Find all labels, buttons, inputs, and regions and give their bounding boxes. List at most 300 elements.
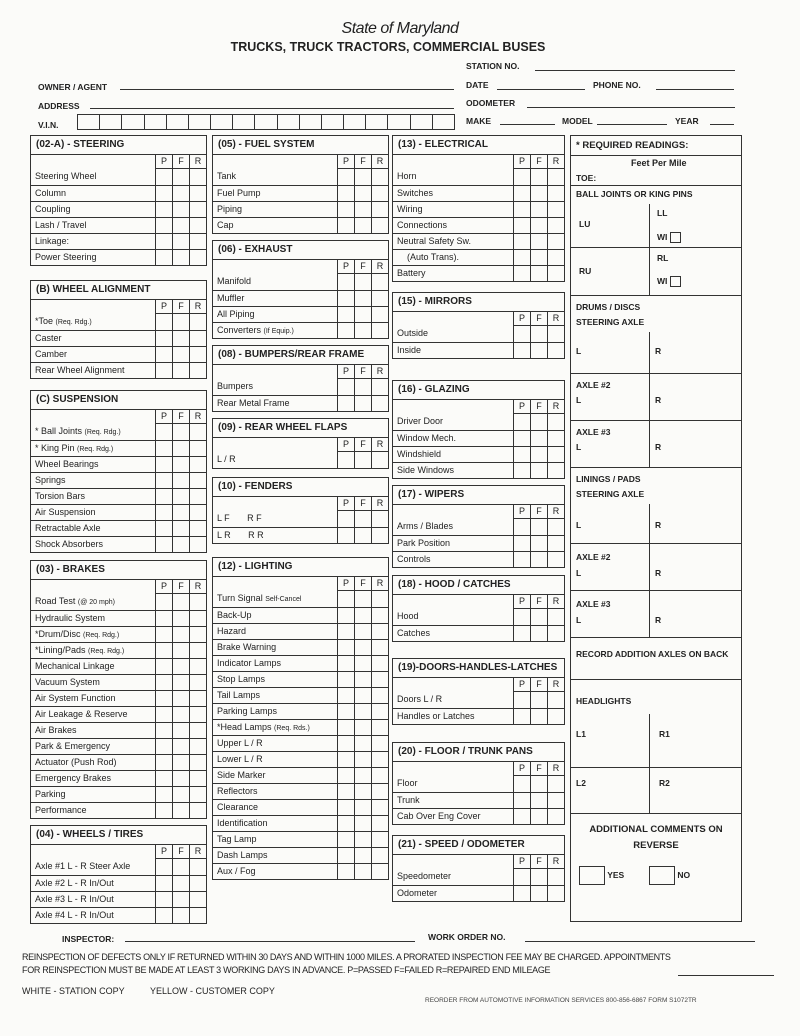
failed-checkbox[interactable]: [530, 431, 547, 446]
repaired-checkbox[interactable]: [547, 626, 564, 641]
failed-checkbox[interactable]: [530, 266, 547, 281]
failed-checkbox[interactable]: [354, 640, 371, 655]
repaired-checkbox[interactable]: [371, 323, 388, 338]
repaired-checkbox[interactable]: [547, 326, 564, 342]
phone-field[interactable]: [656, 80, 734, 90]
vin-char-box[interactable]: [145, 115, 167, 129]
passed-checkbox[interactable]: [155, 627, 172, 642]
failed-checkbox[interactable]: [530, 626, 547, 641]
repaired-checkbox[interactable]: [189, 202, 206, 217]
yes-checkbox[interactable]: [579, 866, 605, 885]
repaired-checkbox[interactable]: [547, 202, 564, 217]
failed-checkbox[interactable]: [354, 656, 371, 671]
passed-checkbox[interactable]: [513, 431, 530, 446]
passed-checkbox[interactable]: [155, 691, 172, 706]
passed-checkbox[interactable]: [337, 720, 354, 735]
passed-checkbox[interactable]: [155, 505, 172, 520]
failed-checkbox[interactable]: [354, 307, 371, 322]
repaired-checkbox[interactable]: [371, 704, 388, 719]
passed-checkbox[interactable]: [155, 537, 172, 552]
passed-checkbox[interactable]: [337, 816, 354, 831]
repaired-checkbox[interactable]: [547, 536, 564, 551]
failed-checkbox[interactable]: [354, 848, 371, 863]
no-option[interactable]: [649, 866, 690, 885]
failed-checkbox[interactable]: [530, 326, 547, 342]
failed-checkbox[interactable]: [354, 704, 371, 719]
vin-char-box[interactable]: [366, 115, 388, 129]
failed-checkbox[interactable]: [172, 331, 189, 346]
repaired-checkbox[interactable]: [371, 608, 388, 623]
repaired-checkbox[interactable]: [547, 869, 564, 885]
vin-char-box[interactable]: [255, 115, 277, 129]
failed-checkbox[interactable]: [354, 720, 371, 735]
wi-left[interactable]: [657, 232, 681, 243]
failed-checkbox[interactable]: [172, 363, 189, 378]
repaired-checkbox[interactable]: [547, 709, 564, 724]
passed-checkbox[interactable]: [337, 848, 354, 863]
passed-checkbox[interactable]: [513, 266, 530, 281]
failed-checkbox[interactable]: [354, 864, 371, 879]
repaired-checkbox[interactable]: [189, 594, 206, 610]
repaired-checkbox[interactable]: [371, 800, 388, 815]
repaired-checkbox[interactable]: [189, 186, 206, 201]
vin-char-box[interactable]: [300, 115, 322, 129]
passed-checkbox[interactable]: [155, 186, 172, 201]
passed-checkbox[interactable]: [513, 186, 530, 201]
repaired-checkbox[interactable]: [547, 886, 564, 901]
model-field[interactable]: [597, 115, 667, 125]
passed-checkbox[interactable]: [513, 536, 530, 551]
repaired-checkbox[interactable]: [371, 656, 388, 671]
passed-checkbox[interactable]: [337, 672, 354, 687]
vin-char-box[interactable]: [78, 115, 100, 129]
failed-checkbox[interactable]: [172, 755, 189, 770]
repaired-checkbox[interactable]: [371, 511, 388, 527]
failed-checkbox[interactable]: [354, 591, 371, 607]
failed-checkbox[interactable]: [354, 768, 371, 783]
repaired-checkbox[interactable]: [189, 707, 206, 722]
passed-checkbox[interactable]: [155, 202, 172, 217]
repaired-checkbox[interactable]: [189, 457, 206, 472]
passed-checkbox[interactable]: [337, 186, 354, 201]
failed-checkbox[interactable]: [530, 186, 547, 201]
passed-checkbox[interactable]: [155, 218, 172, 233]
failed-checkbox[interactable]: [530, 692, 547, 708]
failed-checkbox[interactable]: [354, 832, 371, 847]
repaired-checkbox[interactable]: [371, 832, 388, 847]
repaired-checkbox[interactable]: [189, 505, 206, 520]
passed-checkbox[interactable]: [337, 752, 354, 767]
failed-checkbox[interactable]: [172, 594, 189, 610]
failed-checkbox[interactable]: [172, 202, 189, 217]
failed-checkbox[interactable]: [354, 452, 371, 468]
repaired-checkbox[interactable]: [189, 892, 206, 907]
address-field[interactable]: [90, 99, 454, 109]
repaired-checkbox[interactable]: [371, 591, 388, 607]
passed-checkbox[interactable]: [513, 609, 530, 625]
vin-char-box[interactable]: [122, 115, 144, 129]
make-field[interactable]: [500, 115, 555, 125]
vin-char-box[interactable]: [411, 115, 433, 129]
date-field[interactable]: [497, 80, 585, 90]
wi-left-checkbox[interactable]: [670, 232, 681, 243]
failed-checkbox[interactable]: [354, 511, 371, 527]
failed-checkbox[interactable]: [172, 234, 189, 249]
passed-checkbox[interactable]: [337, 274, 354, 290]
repaired-checkbox[interactable]: [189, 537, 206, 552]
failed-checkbox[interactable]: [172, 908, 189, 923]
repaired-checkbox[interactable]: [189, 331, 206, 346]
repaired-checkbox[interactable]: [189, 441, 206, 456]
passed-checkbox[interactable]: [155, 876, 172, 891]
failed-checkbox[interactable]: [354, 186, 371, 201]
vin-char-box[interactable]: [211, 115, 233, 129]
passed-checkbox[interactable]: [513, 793, 530, 808]
passed-checkbox[interactable]: [155, 594, 172, 610]
passed-checkbox[interactable]: [513, 692, 530, 708]
wi-right[interactable]: [657, 276, 681, 287]
passed-checkbox[interactable]: [337, 704, 354, 719]
repaired-checkbox[interactable]: [189, 771, 206, 786]
repaired-checkbox[interactable]: [371, 816, 388, 831]
repaired-checkbox[interactable]: [371, 768, 388, 783]
repaired-checkbox[interactable]: [547, 809, 564, 824]
repaired-checkbox[interactable]: [547, 186, 564, 201]
repaired-checkbox[interactable]: [189, 803, 206, 818]
failed-checkbox[interactable]: [172, 489, 189, 504]
repaired-checkbox[interactable]: [189, 643, 206, 658]
owner-field[interactable]: [120, 80, 454, 90]
passed-checkbox[interactable]: [513, 202, 530, 217]
passed-checkbox[interactable]: [337, 608, 354, 623]
failed-checkbox[interactable]: [172, 521, 189, 536]
failed-checkbox[interactable]: [172, 643, 189, 658]
repaired-checkbox[interactable]: [547, 463, 564, 478]
passed-checkbox[interactable]: [337, 396, 354, 411]
failed-checkbox[interactable]: [172, 537, 189, 552]
failed-checkbox[interactable]: [530, 234, 547, 249]
failed-checkbox[interactable]: [530, 447, 547, 462]
repaired-checkbox[interactable]: [189, 723, 206, 738]
passed-checkbox[interactable]: [155, 675, 172, 690]
repaired-checkbox[interactable]: [547, 343, 564, 358]
failed-checkbox[interactable]: [354, 784, 371, 799]
failed-checkbox[interactable]: [354, 736, 371, 751]
work-order-field[interactable]: [525, 932, 755, 942]
failed-checkbox[interactable]: [172, 505, 189, 520]
failed-checkbox[interactable]: [172, 347, 189, 362]
failed-checkbox[interactable]: [530, 609, 547, 625]
repaired-checkbox[interactable]: [189, 489, 206, 504]
failed-checkbox[interactable]: [530, 463, 547, 478]
failed-checkbox[interactable]: [172, 627, 189, 642]
passed-checkbox[interactable]: [337, 784, 354, 799]
repaired-checkbox[interactable]: [547, 519, 564, 535]
repaired-checkbox[interactable]: [371, 736, 388, 751]
passed-checkbox[interactable]: [513, 519, 530, 535]
passed-checkbox[interactable]: [155, 755, 172, 770]
repaired-checkbox[interactable]: [189, 675, 206, 690]
repaired-checkbox[interactable]: [371, 864, 388, 879]
passed-checkbox[interactable]: [513, 343, 530, 358]
failed-checkbox[interactable]: [530, 250, 547, 265]
repaired-checkbox[interactable]: [371, 784, 388, 799]
repaired-checkbox[interactable]: [371, 688, 388, 703]
passed-checkbox[interactable]: [155, 859, 172, 875]
passed-checkbox[interactable]: [337, 768, 354, 783]
passed-checkbox[interactable]: [337, 591, 354, 607]
passed-checkbox[interactable]: [155, 771, 172, 786]
repaired-checkbox[interactable]: [189, 859, 206, 875]
failed-checkbox[interactable]: [172, 876, 189, 891]
failed-checkbox[interactable]: [172, 859, 189, 875]
passed-checkbox[interactable]: [155, 521, 172, 536]
passed-checkbox[interactable]: [155, 424, 172, 440]
passed-checkbox[interactable]: [155, 643, 172, 658]
failed-checkbox[interactable]: [354, 816, 371, 831]
failed-checkbox[interactable]: [354, 752, 371, 767]
passed-checkbox[interactable]: [513, 463, 530, 478]
passed-checkbox[interactable]: [337, 291, 354, 306]
passed-checkbox[interactable]: [337, 832, 354, 847]
passed-checkbox[interactable]: [155, 489, 172, 504]
vin-char-box[interactable]: [433, 115, 454, 129]
passed-checkbox[interactable]: [155, 314, 172, 330]
passed-checkbox[interactable]: [513, 447, 530, 462]
failed-checkbox[interactable]: [530, 886, 547, 901]
vin-char-box[interactable]: [322, 115, 344, 129]
passed-checkbox[interactable]: [337, 307, 354, 322]
passed-checkbox[interactable]: [513, 809, 530, 824]
passed-checkbox[interactable]: [155, 169, 172, 185]
passed-checkbox[interactable]: [337, 800, 354, 815]
passed-checkbox[interactable]: [155, 347, 172, 362]
failed-checkbox[interactable]: [172, 691, 189, 706]
failed-checkbox[interactable]: [530, 218, 547, 233]
repaired-checkbox[interactable]: [547, 266, 564, 281]
repaired-checkbox[interactable]: [371, 379, 388, 395]
passed-checkbox[interactable]: [513, 869, 530, 885]
passed-checkbox[interactable]: [337, 736, 354, 751]
repaired-checkbox[interactable]: [189, 691, 206, 706]
repaired-checkbox[interactable]: [547, 250, 564, 265]
failed-checkbox[interactable]: [530, 552, 547, 567]
passed-checkbox[interactable]: [155, 787, 172, 802]
passed-checkbox[interactable]: [513, 250, 530, 265]
passed-checkbox[interactable]: [155, 331, 172, 346]
failed-checkbox[interactable]: [172, 675, 189, 690]
repaired-checkbox[interactable]: [189, 611, 206, 626]
repaired-checkbox[interactable]: [371, 186, 388, 201]
repaired-checkbox[interactable]: [189, 169, 206, 185]
passed-checkbox[interactable]: [155, 659, 172, 674]
repaired-checkbox[interactable]: [547, 793, 564, 808]
vin-char-box[interactable]: [344, 115, 366, 129]
failed-checkbox[interactable]: [354, 672, 371, 687]
failed-checkbox[interactable]: [354, 291, 371, 306]
passed-checkbox[interactable]: [513, 709, 530, 724]
vin-char-box[interactable]: [278, 115, 300, 129]
passed-checkbox[interactable]: [513, 234, 530, 249]
repaired-checkbox[interactable]: [189, 627, 206, 642]
failed-checkbox[interactable]: [354, 169, 371, 185]
repaired-checkbox[interactable]: [189, 739, 206, 754]
failed-checkbox[interactable]: [172, 723, 189, 738]
repaired-checkbox[interactable]: [547, 431, 564, 446]
repaired-checkbox[interactable]: [371, 452, 388, 468]
station-no-field[interactable]: [535, 61, 735, 71]
vin-char-box[interactable]: [233, 115, 255, 129]
passed-checkbox[interactable]: [155, 707, 172, 722]
repaired-checkbox[interactable]: [189, 876, 206, 891]
repaired-checkbox[interactable]: [189, 521, 206, 536]
repaired-checkbox[interactable]: [371, 202, 388, 217]
passed-checkbox[interactable]: [155, 363, 172, 378]
repaired-checkbox[interactable]: [189, 218, 206, 233]
passed-checkbox[interactable]: [337, 511, 354, 527]
failed-checkbox[interactable]: [530, 869, 547, 885]
passed-checkbox[interactable]: [155, 723, 172, 738]
failed-checkbox[interactable]: [354, 323, 371, 338]
failed-checkbox[interactable]: [530, 343, 547, 358]
repaired-checkbox[interactable]: [547, 218, 564, 233]
year-field[interactable]: [710, 115, 734, 125]
repaired-checkbox[interactable]: [371, 218, 388, 233]
passed-checkbox[interactable]: [513, 626, 530, 641]
failed-checkbox[interactable]: [172, 473, 189, 488]
repaired-checkbox[interactable]: [547, 776, 564, 792]
passed-checkbox[interactable]: [337, 323, 354, 338]
passed-checkbox[interactable]: [155, 250, 172, 265]
passed-checkbox[interactable]: [337, 218, 354, 233]
repaired-checkbox[interactable]: [189, 755, 206, 770]
passed-checkbox[interactable]: [337, 452, 354, 468]
yes-option[interactable]: [579, 866, 624, 885]
passed-checkbox[interactable]: [155, 234, 172, 249]
failed-checkbox[interactable]: [172, 250, 189, 265]
failed-checkbox[interactable]: [172, 314, 189, 330]
failed-checkbox[interactable]: [172, 424, 189, 440]
passed-checkbox[interactable]: [155, 611, 172, 626]
repaired-checkbox[interactable]: [371, 528, 388, 543]
passed-checkbox[interactable]: [155, 803, 172, 818]
failed-checkbox[interactable]: [530, 793, 547, 808]
passed-checkbox[interactable]: [513, 414, 530, 430]
failed-checkbox[interactable]: [530, 202, 547, 217]
passed-checkbox[interactable]: [513, 552, 530, 567]
failed-checkbox[interactable]: [172, 218, 189, 233]
vin-boxes[interactable]: [77, 114, 455, 130]
failed-checkbox[interactable]: [530, 519, 547, 535]
passed-checkbox[interactable]: [337, 169, 354, 185]
repaired-checkbox[interactable]: [371, 169, 388, 185]
passed-checkbox[interactable]: [337, 864, 354, 879]
repaired-checkbox[interactable]: [547, 692, 564, 708]
failed-checkbox[interactable]: [172, 771, 189, 786]
passed-checkbox[interactable]: [155, 892, 172, 907]
failed-checkbox[interactable]: [172, 441, 189, 456]
failed-checkbox[interactable]: [172, 739, 189, 754]
passed-checkbox[interactable]: [337, 528, 354, 543]
failed-checkbox[interactable]: [354, 800, 371, 815]
vin-char-box[interactable]: [388, 115, 410, 129]
repaired-checkbox[interactable]: [547, 414, 564, 430]
failed-checkbox[interactable]: [172, 707, 189, 722]
passed-checkbox[interactable]: [513, 776, 530, 792]
failed-checkbox[interactable]: [172, 892, 189, 907]
repaired-checkbox[interactable]: [547, 552, 564, 567]
failed-checkbox[interactable]: [172, 787, 189, 802]
failed-checkbox[interactable]: [530, 536, 547, 551]
failed-checkbox[interactable]: [530, 809, 547, 824]
passed-checkbox[interactable]: [513, 326, 530, 342]
failed-checkbox[interactable]: [354, 202, 371, 217]
no-checkbox[interactable]: [649, 866, 675, 885]
failed-checkbox[interactable]: [172, 659, 189, 674]
failed-checkbox[interactable]: [354, 218, 371, 233]
repaired-checkbox[interactable]: [371, 848, 388, 863]
failed-checkbox[interactable]: [354, 274, 371, 290]
repaired-checkbox[interactable]: [371, 752, 388, 767]
failed-checkbox[interactable]: [172, 186, 189, 201]
passed-checkbox[interactable]: [337, 640, 354, 655]
failed-checkbox[interactable]: [530, 776, 547, 792]
failed-checkbox[interactable]: [354, 379, 371, 395]
failed-checkbox[interactable]: [172, 457, 189, 472]
passed-checkbox[interactable]: [337, 379, 354, 395]
repaired-checkbox[interactable]: [547, 169, 564, 185]
repaired-checkbox[interactable]: [547, 447, 564, 462]
failed-checkbox[interactable]: [530, 414, 547, 430]
failed-checkbox[interactable]: [354, 528, 371, 543]
passed-checkbox[interactable]: [155, 441, 172, 456]
failed-checkbox[interactable]: [354, 688, 371, 703]
repaired-checkbox[interactable]: [547, 609, 564, 625]
passed-checkbox[interactable]: [513, 886, 530, 901]
inspector-field[interactable]: [125, 932, 415, 942]
passed-checkbox[interactable]: [337, 656, 354, 671]
repaired-checkbox[interactable]: [189, 424, 206, 440]
repaired-checkbox[interactable]: [547, 234, 564, 249]
repaired-checkbox[interactable]: [189, 314, 206, 330]
failed-checkbox[interactable]: [354, 396, 371, 411]
repaired-checkbox[interactable]: [371, 672, 388, 687]
repaired-checkbox[interactable]: [371, 396, 388, 411]
failed-checkbox[interactable]: [172, 169, 189, 185]
repaired-checkbox[interactable]: [371, 291, 388, 306]
passed-checkbox[interactable]: [155, 908, 172, 923]
end-mileage-field[interactable]: [678, 966, 774, 976]
repaired-checkbox[interactable]: [371, 274, 388, 290]
failed-checkbox[interactable]: [354, 608, 371, 623]
passed-checkbox[interactable]: [155, 457, 172, 472]
repaired-checkbox[interactable]: [189, 787, 206, 802]
repaired-checkbox[interactable]: [371, 624, 388, 639]
repaired-checkbox[interactable]: [189, 473, 206, 488]
repaired-checkbox[interactable]: [189, 347, 206, 362]
passed-checkbox[interactable]: [513, 218, 530, 233]
vin-char-box[interactable]: [167, 115, 189, 129]
odometer-field[interactable]: [527, 98, 735, 108]
failed-checkbox[interactable]: [354, 624, 371, 639]
vin-char-box[interactable]: [100, 115, 122, 129]
failed-checkbox[interactable]: [172, 803, 189, 818]
failed-checkbox[interactable]: [530, 169, 547, 185]
repaired-checkbox[interactable]: [189, 250, 206, 265]
passed-checkbox[interactable]: [513, 169, 530, 185]
repaired-checkbox[interactable]: [371, 720, 388, 735]
passed-checkbox[interactable]: [155, 473, 172, 488]
